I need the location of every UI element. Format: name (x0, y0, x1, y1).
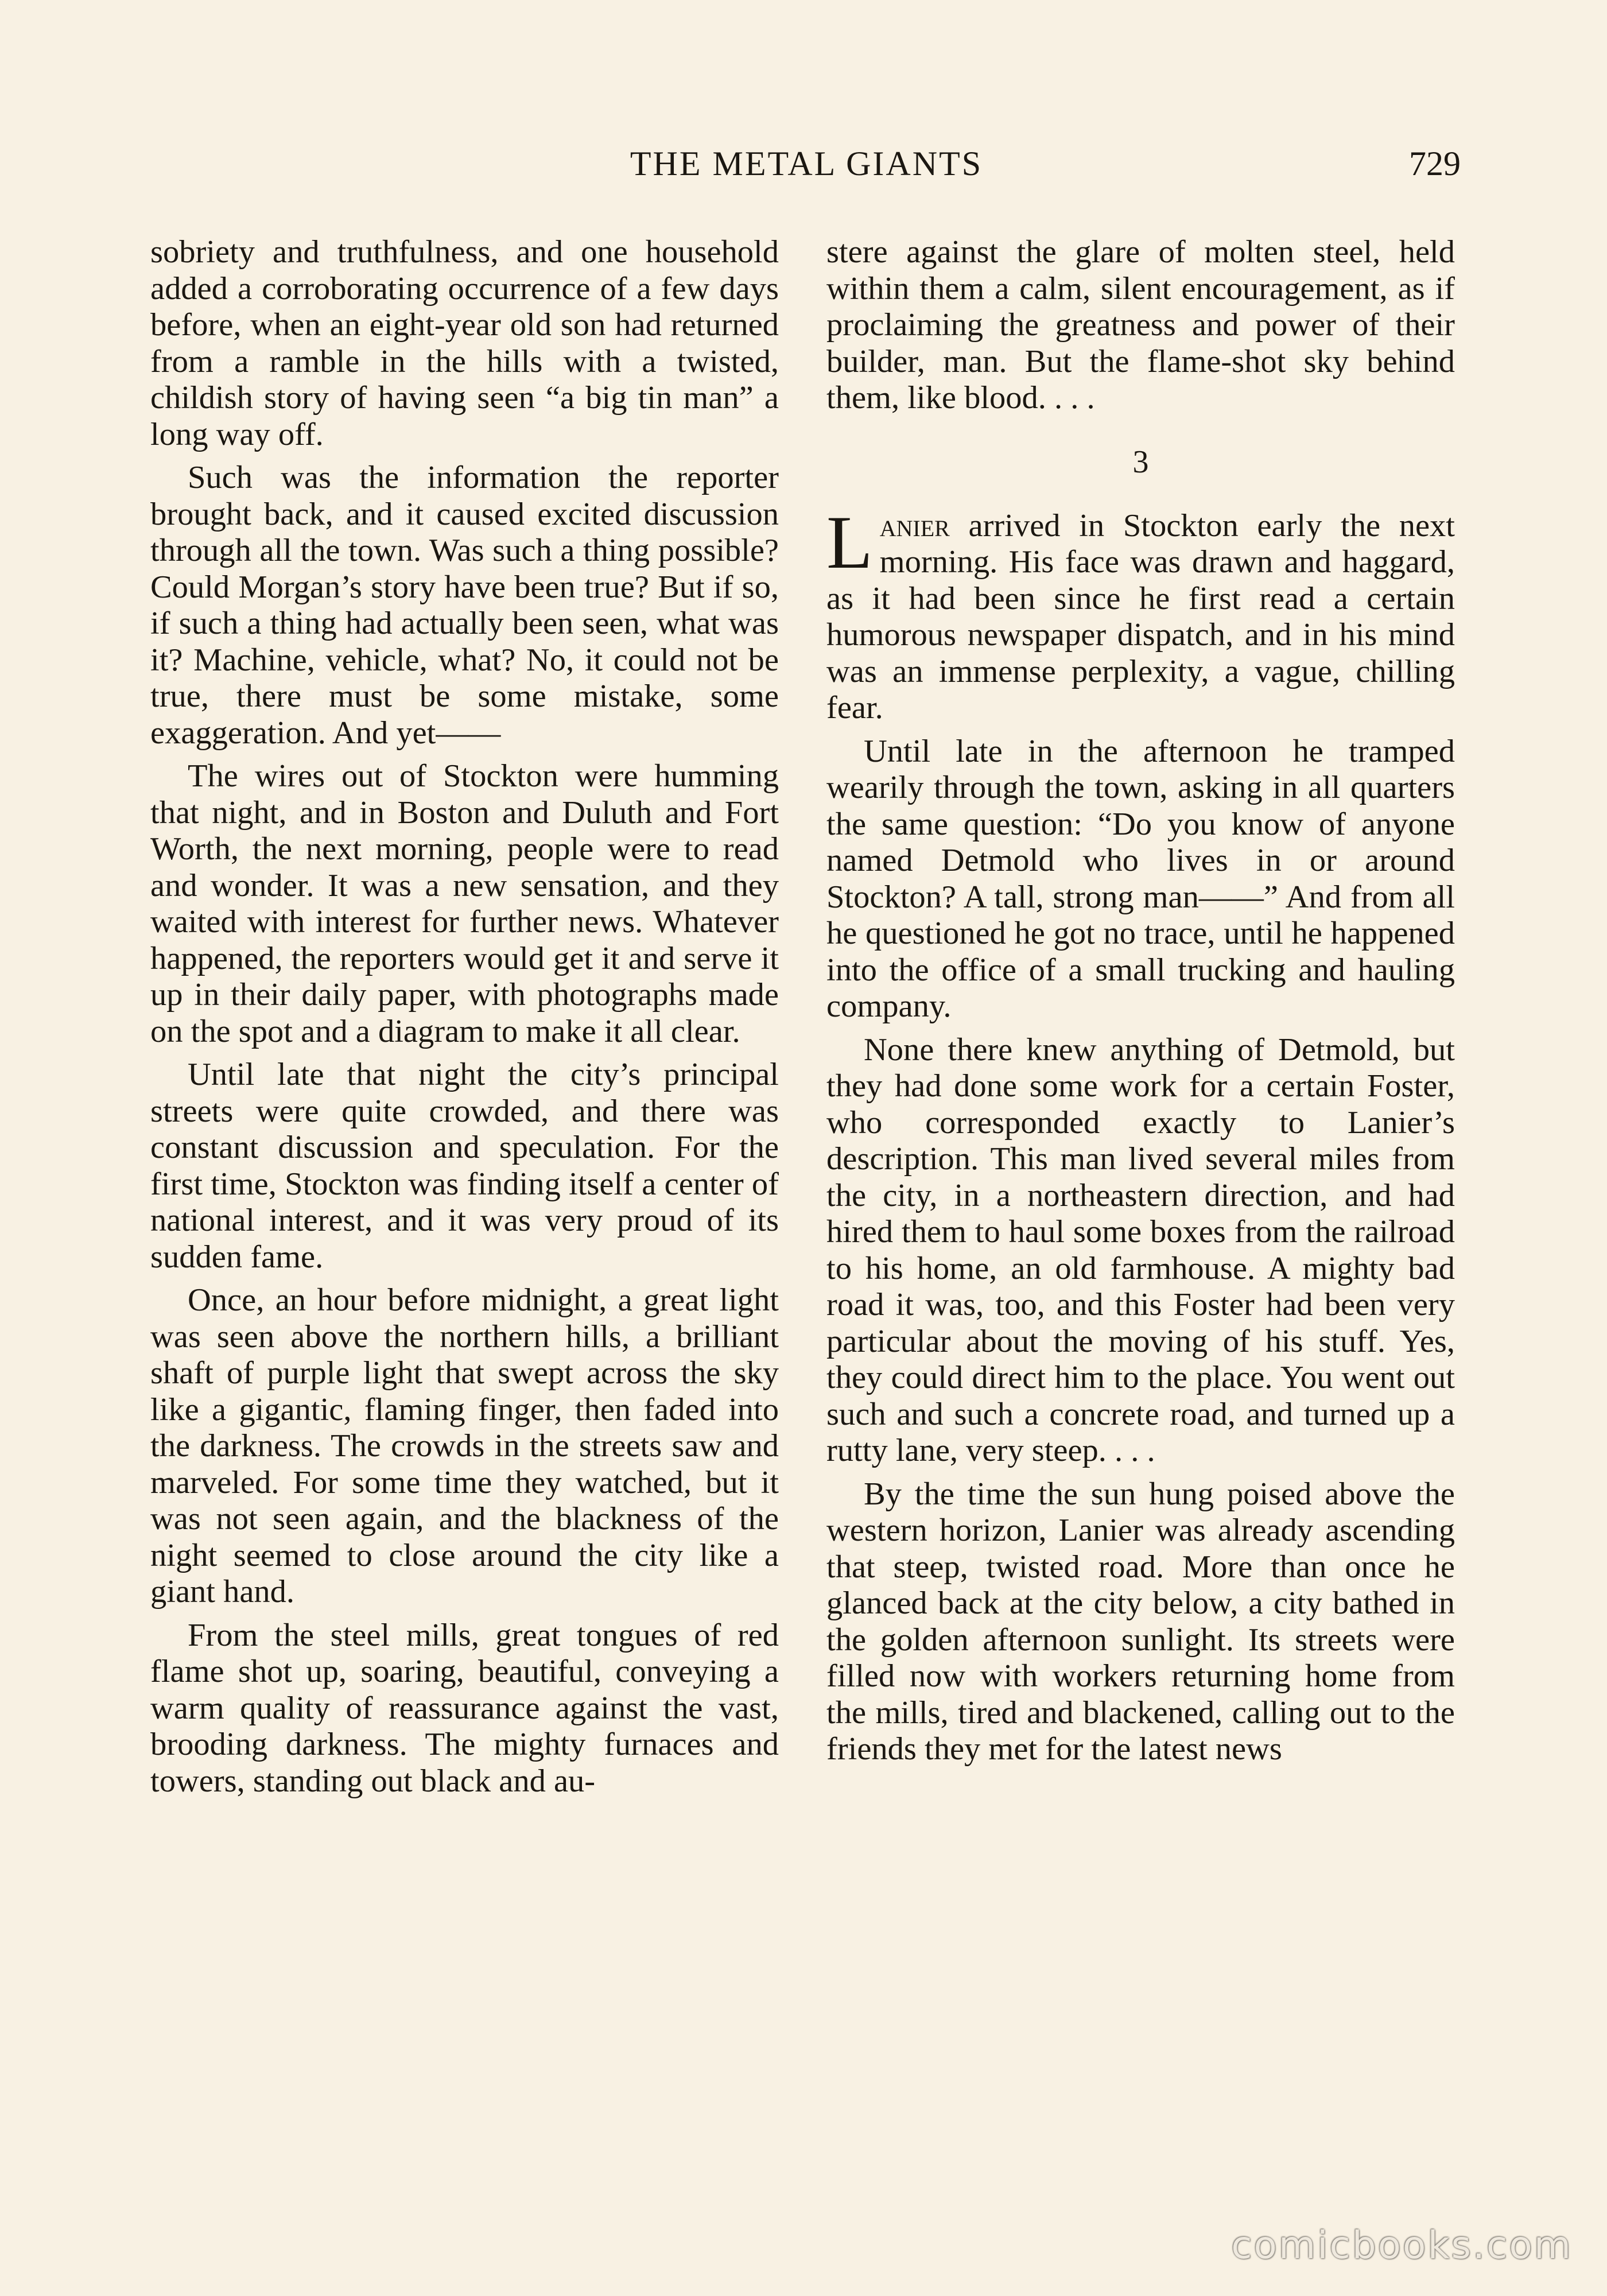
paragraph: Such was the information the reporter brought back, and it caused excited discussion through all the town. Was such a thing possible? Could Morgan’s story have been true? But if so, if such a thing had actually been seen, what was it? Machine, vehicle, what? No, it could not be true, there must be some mistake, some exaggeration. And yet—— (150, 460, 779, 751)
watermark-logo: comicbooks.com (1231, 2223, 1573, 2267)
running-title: THE METAL GIANTS (630, 145, 983, 183)
left-column (150, 234, 779, 1806)
paragraph: By the time the sun hung poised above the western horizon, Lanier was already ascending that steep, twisted road. More than once he glanced back at the city below, a city bathed in the golden afternoon sunlight. Its streets were filled now with workers returning home from the mills, tired and blackened, calling out to the friends they met for the latest news (826, 1476, 1455, 1767)
paragraph-text: arrived in Stockton early the next morning. His face was drawn and haggard, as it had been since he first read a certain humorous newspaper dispatch, and in his mind was an immense perplexity, a vague, chilling fear. (826, 507, 1455, 726)
page-number: 729 (1409, 145, 1461, 183)
paragraph: Until late that night the city’s principal streets were quite crowded, and there was constant discussion and speculation. For the first time, Stockton was finding itself a center of national interest, and it was very proud of its sudden fame. (150, 1057, 779, 1275)
paragraph: The wires out of Stockton were humming that night, and in Boston and Duluth and Fort Worth, the next morning, people were to read and wonder. It was a new sensation, and they waited with interest for further news. Whatever happened, the reporters would get it and serve it up in their daily paper, with photographs made on the spot and a diagram to make it all clear. (150, 758, 779, 1049)
paragraph-dropcap (826, 499, 1455, 727)
paragraph: From the steel mills, great tongues of red flame shot up, soaring, beautiful, conveying a warm quality of reassurance against the vast, brooding darkness. The mighty furnaces and towers, standing out black and au- (150, 1617, 779, 1799)
drop-cap: L (826, 499, 873, 584)
section-number: 3 (1132, 444, 1149, 480)
paragraph: None there knew anything of Detmold, but they had done some work for a certain Foster, who corresponded exactly to Lanier’s description. This man lived several miles from the city, in a northeastern direction, and had hired them to haul some boxes from the railroad to his home, an old farmhouse. A mighty bad road it was, too, and this Foster had been very particular about the moving of his stuff. Yes, they could direct him to the place. You went out such and such a concrete road, and turned up a rutty lane, very steep. . . . (826, 1031, 1455, 1468)
paragraph: stere against the glare of molten steel, held within them a calm, silent encouragement, as if proclaiming the greatness and power of their builder, man. But the flame-shot sky behind them, like blood. . . . (826, 234, 1455, 416)
paragraph: Until late in the afternoon he tramped wearily through the town, asking in all quarters the same question: “Do you know of anyone named Detmold who lives in or around Stockton? A tall, strong man——” And from all he questioned he got no trace, until he happened into the office of a small trucking and hauling company. (826, 733, 1455, 1024)
paragraph: sobriety and truthfulness, and one household added a corroborating occurrence of a few days before, when an eight-year old son had returned from a ramble in the hills with a twisted, childish story of having seen “a big tin man” a long way off. (150, 234, 779, 452)
paragraph: Once, an hour before midnight, a great light was seen above the northern hills, a brilliant shaft of purple light that swept across the sky like a gigantic, flaming finger, then faded into the darkness. The crowds in the streets saw and marveled. For some time they watched, but it was not seen again, and the blackness of the night seemed to close around the city like a giant hand. (150, 1282, 779, 1609)
running-head (152, 138, 1461, 189)
smallcaps-lead: anier (879, 507, 950, 544)
right-column (826, 234, 1455, 1775)
